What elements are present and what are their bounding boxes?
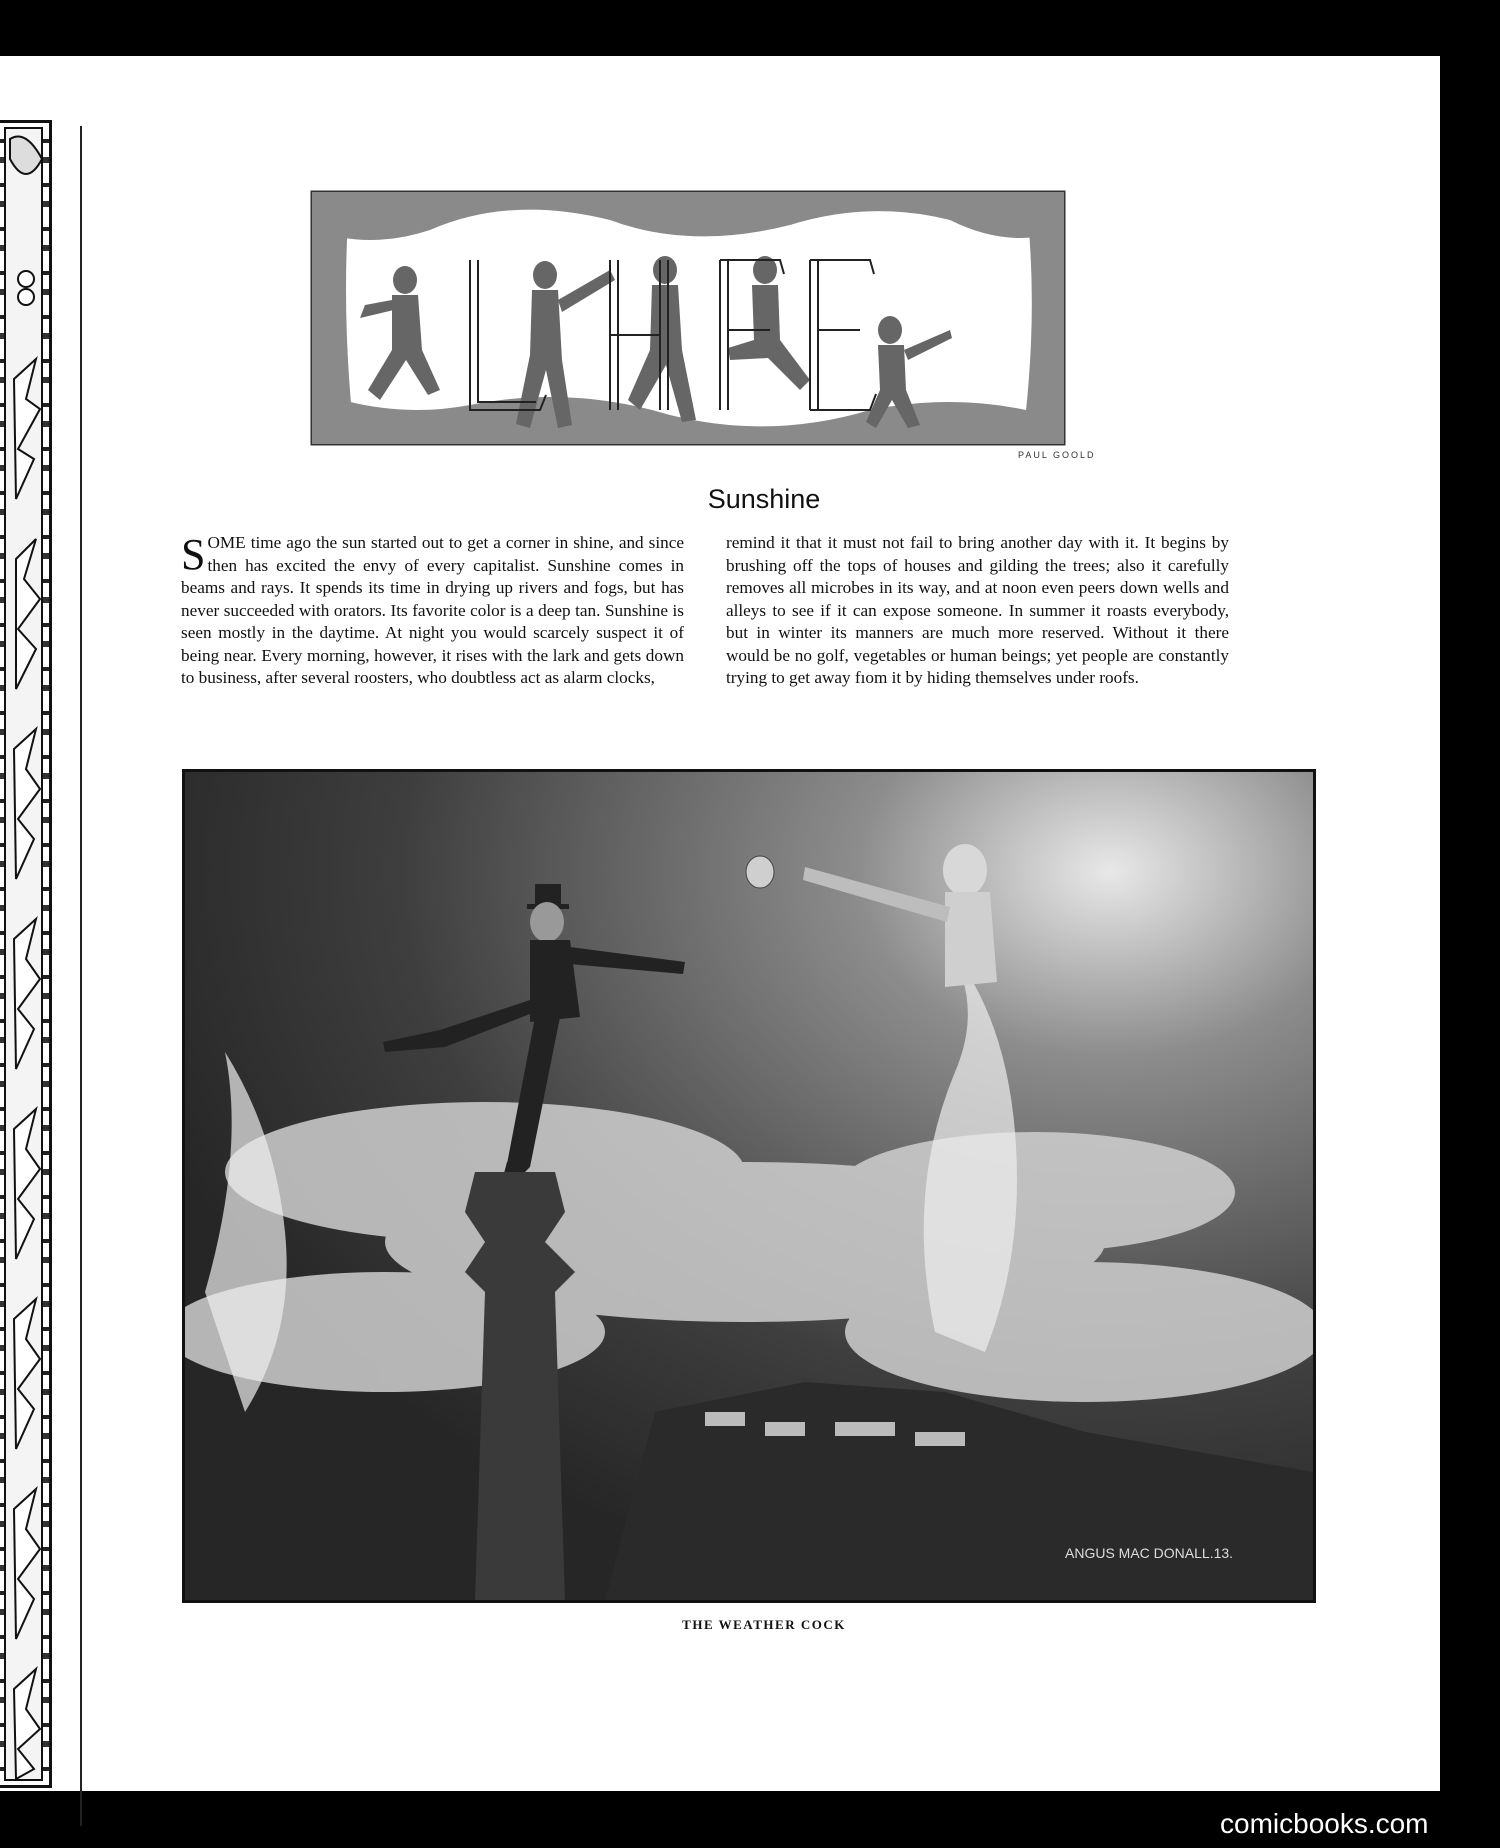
article-text-col1: OME time ago the sun started out to get a corner in shine, and since then has excited the envy of every capitalist. Sunshine comes in beams and rays. It spends its time in drying up rivers and fogs, but has never succeeded with orators. Its favorite color is a deep tan. Sunshine is seen mostly in the daytime. At night you would scarcely suspect it of being near. Every morning, however, it rises with the lark and gets down to business, after several roosters, who doubtless act as alarm clocks, [181,533,684,687]
article-column-right [726,532,1229,690]
masthead-artist-credit: PAUL GOOLD [1018,450,1096,460]
magazine-page [88,56,1440,1791]
page-gutter-line [80,126,82,1826]
illustration-caption: THE WEATHER COCK [682,1617,846,1632]
ornamental-border [0,120,52,1788]
ornamental-border-panel [4,127,43,1781]
watermark: comicbooks.com [1220,1808,1429,1839]
oak-leaf-ornament [6,129,46,1779]
article-title: Sunshine [707,484,821,514]
left-page-strip [0,56,88,1791]
weather-cock-illustration [182,769,1316,1603]
masthead-banner [310,190,1066,446]
article-text-col2: remind it that it must not fail to bring another day with it. It begins by brushing off the tops of houses and gilding the trees; also it carefully removes all microbes in its way, and at noon even peers down wells and alleys to see if it can expose someone. In summer it roasts everybody, but in winter its manners are much more reserved. Without it there would be no golf, vegetables or human beings; yet people are constantly trying to get away fıom it by hiding themselves under roofs. [726,533,1229,687]
illustration-signature: ANGUS MAC DONALL.13. [1065,1545,1234,1561]
article-column-left [181,532,684,690]
masthead-illustration [310,190,1066,446]
illustration-drawing [185,772,1313,1600]
drop-cap: S [181,530,206,579]
